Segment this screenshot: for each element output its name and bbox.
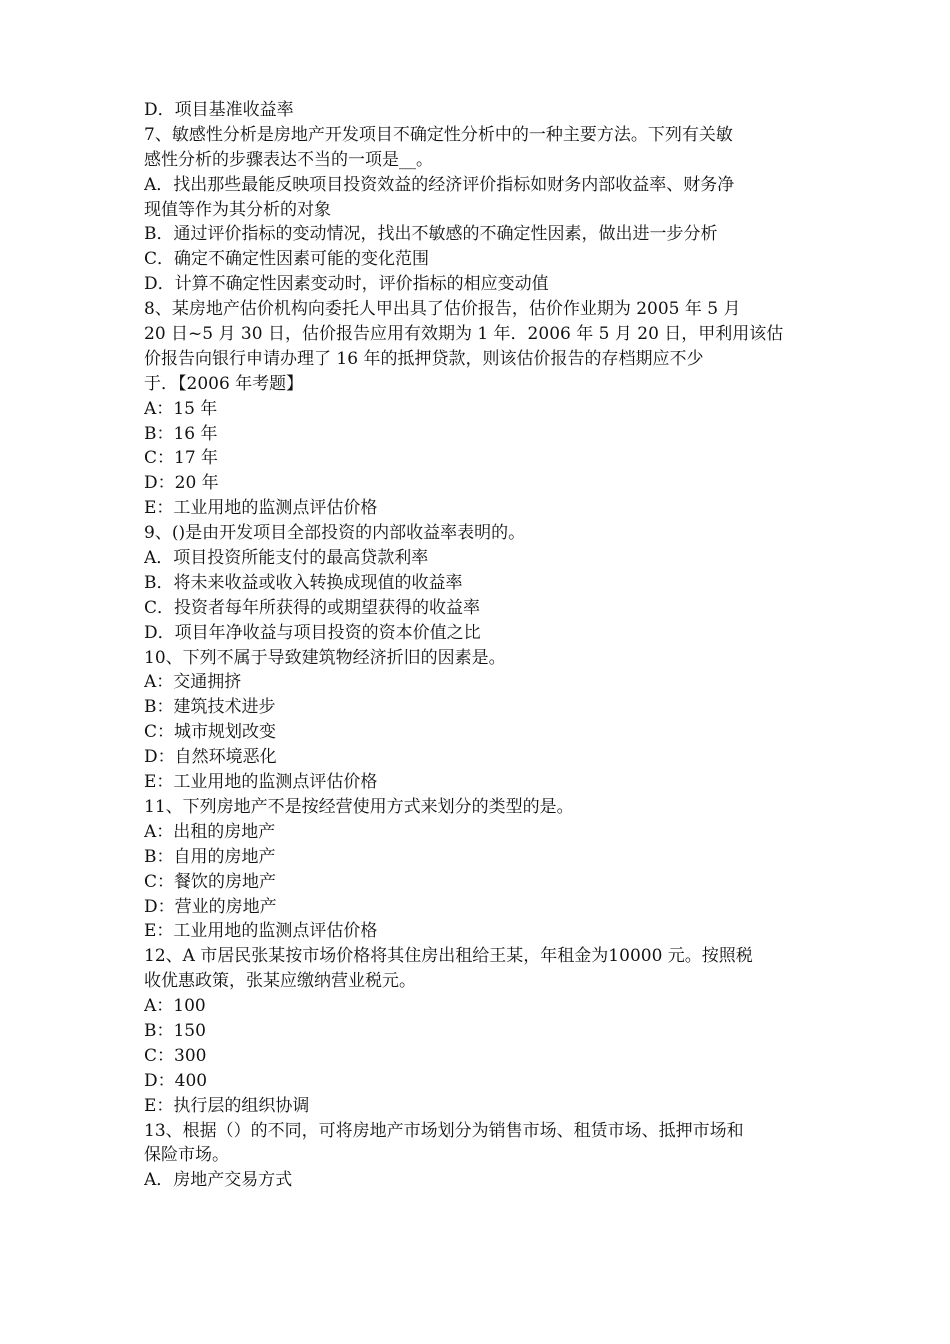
- question-line: 13、根据（）的不同，可将房地产市场划分为销售市场、租赁市场、抵押市场和: [144, 1120, 744, 1141]
- question-line: 10、下列不属于导致建筑物经济折旧的因素是。: [144, 647, 506, 668]
- question-line: 12、A 市居民张某按市场价格将其住房出租给王某，年租金为10000 元。按照税: [144, 946, 753, 967]
- question-line: 价报告向银行申请办理了 16 年的抵押贷款，则该估价报告的存档期应不少: [144, 348, 704, 369]
- document-body: [144, 98, 824, 1193]
- question-line: 于．【2006 年考题】: [144, 373, 304, 394]
- option-line: E：执行层的组织协调: [144, 1095, 310, 1116]
- option-line: A．项目投资所能支付的最高贷款利率: [144, 548, 429, 569]
- option-line: A：100: [144, 996, 206, 1017]
- question-line: 11、下列房地产不是按经营使用方式来划分的类型的是。: [144, 796, 574, 817]
- option-line: 现值等作为其分析的对象: [144, 199, 331, 220]
- option-line: A：15 年: [144, 398, 218, 419]
- option-line: E：工业用地的监测点评估价格: [144, 498, 378, 519]
- question-line: 20 日~5 月 30 日，估价报告应用有效期为 1 年．2006 年 5 月 20 日，甲利用该估: [144, 324, 784, 345]
- option-line: B．将未来收益或收入转换成现值的收益率: [144, 572, 463, 593]
- option-line: E：工业用地的监测点评估价格: [144, 772, 378, 793]
- option-line: D．项目基准收益率: [144, 100, 294, 120]
- option-line: B：150: [144, 1020, 206, 1041]
- option-line: C：300: [144, 1045, 207, 1066]
- option-line: D：营业的房地产: [144, 896, 277, 917]
- option-line: A．房地产交易方式: [144, 1170, 293, 1191]
- question-line: 感性分析的步骤表达不当的一项是__。: [144, 149, 433, 170]
- option-line: D：400: [144, 1070, 208, 1091]
- option-line: A．找出那些最能反映项目投资效益的经济评价指标如财务内部收益率、财务净: [144, 174, 735, 195]
- question-line: 8、某房地产估价机构向委托人甲出具了估价报告，估价作业期为 2005 年 5 月: [144, 299, 741, 320]
- option-line: B：建筑技术进步: [144, 697, 276, 718]
- option-line: D．计算不确定性因素变动时，评价指标的相应变动值: [144, 274, 549, 295]
- option-line: D．项目年净收益与项目投资的资本价值之比: [144, 622, 481, 643]
- option-line: C：城市规划改变: [144, 722, 277, 743]
- option-line: E：工业用地的监测点评估价格: [144, 921, 378, 942]
- option-line: D：自然环境恶化: [144, 747, 277, 768]
- question-line: 7、敏感性分析是房地产开发项目不确定性分析中的一种主要方法。下列有关敏: [144, 124, 733, 145]
- question-line: 保险市场。: [144, 1145, 229, 1166]
- option-line: C．确定不确定性因素可能的变化范围: [144, 249, 430, 270]
- option-line: B：自用的房地产: [144, 846, 276, 867]
- option-line: D：20 年: [144, 473, 219, 494]
- option-line: A：出租的房地产: [144, 821, 276, 842]
- option-line: C．投资者每年所获得的或期望获得的收益率: [144, 597, 481, 618]
- question-line: 收优惠政策，张某应缴纳营业税元。: [144, 971, 416, 992]
- option-line: C：餐饮的房地产: [144, 871, 277, 892]
- option-line: A：交通拥挤: [144, 672, 242, 693]
- option-line: B：16 年: [144, 423, 218, 444]
- option-line: C：17 年: [144, 448, 219, 469]
- question-line: 9、()是由开发项目全部投资的内部收益率表明的。: [144, 523, 526, 544]
- option-line: B．通过评价指标的变动情况，找出不敏感的不确定性因素，做出进一步分析: [144, 224, 718, 245]
